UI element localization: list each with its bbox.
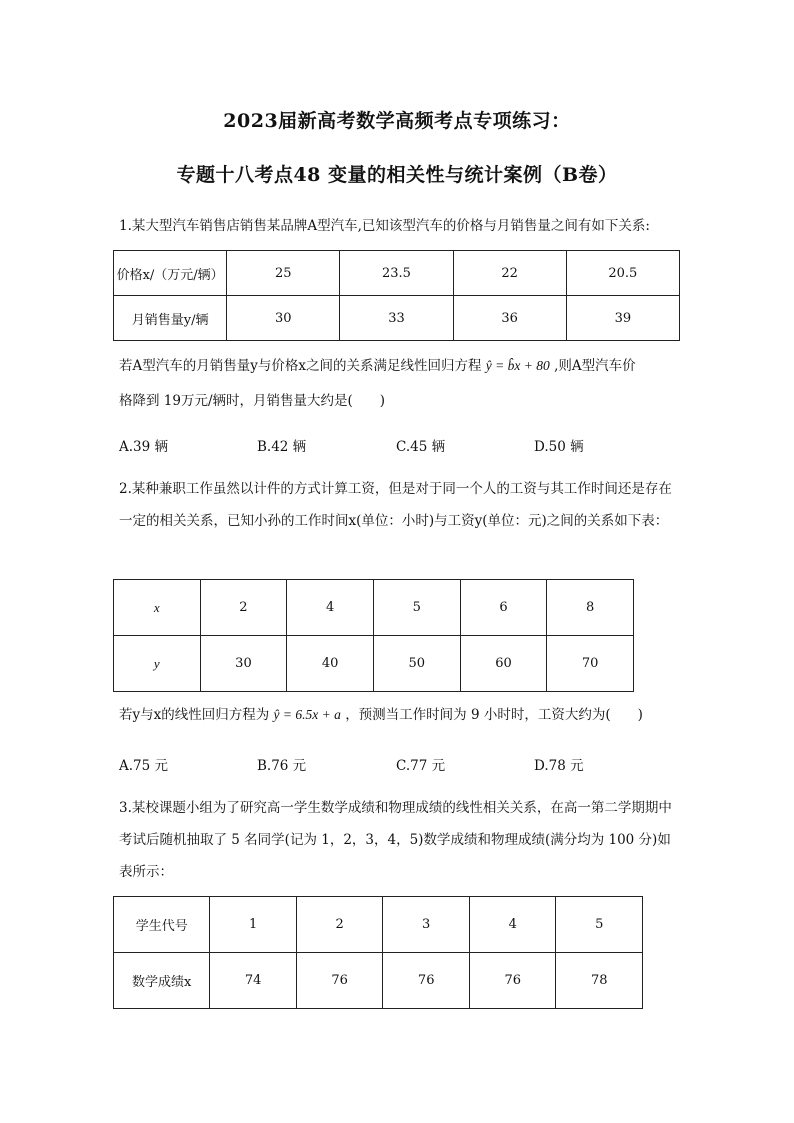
q2-table-row-x (114, 580, 634, 636)
q2-followup-text-end: ，预测当工作时间为 9 小时时，工资大约为( ) (345, 707, 643, 723)
doc-title-line2: 专题十八考点48 变量的相关性与统计案例（B卷） (176, 164, 618, 186)
q1-cell: 39 (566, 296, 679, 341)
q1-followup-text: 若A型汽车的月销售量y与价格x之间的关系满足线性回归方程 (119, 358, 482, 374)
q1-table (113, 250, 680, 341)
q1-cell: 36 (453, 296, 566, 341)
q3-cell: 2 (296, 897, 383, 953)
q1-cell: 月销售量y/辆 (114, 296, 227, 341)
q2-table-row-y (114, 636, 634, 692)
q1-option-d[interactable]: D.50 辆 (534, 439, 584, 455)
q1-cell: 25 (227, 251, 340, 296)
q1-followup-line2: 格降到 19万元/辆时，月销售量大约是( ) (119, 393, 386, 409)
q1-followup-line1 (119, 354, 636, 374)
q2-followup-text: 若y与x的线性回归方程为 (119, 707, 270, 723)
q3-stem: 3.某校课题小组为了研究高一学生数学成绩和物理成绩的线性相关关系，在高一第二学期期中考试后随机抽取了 5 名同学(记为 1，2，3，4，5)数学成绩和物理成绩(满分均为 100 分)如表所示： (119, 800, 672, 880)
q2-cell: 60 (460, 636, 547, 692)
q2-option-a[interactable]: A.75 元 (119, 758, 169, 774)
q3-cell: 5 (556, 897, 643, 953)
q2-table (113, 579, 634, 692)
q2-cell: 50 (373, 636, 460, 692)
q3-cell: 74 (210, 953, 297, 1009)
q1-stem: 1.某大型汽车销售店销售某品牌A型汽车,已知该型汽车的价格与月销售量之间有如下关系: (119, 218, 650, 234)
q2-cell: 8 (547, 580, 634, 636)
q2-cell: 70 (547, 636, 634, 692)
q3-cell: 76 (469, 953, 556, 1009)
q3-cell: 1 (210, 897, 297, 953)
q2-stem: 2.某种兼职工作虽然以计件的方式计算工资，但是对于同一个人的工资与其工作时间还是存在一定的相关关系，已知小孙的工作时间x(单位：小时)与工资y(单位：元)之间的关系如下表： (119, 481, 672, 529)
q2-cell: x (114, 580, 201, 636)
q1-cell: 价格x/（万元/辆） (114, 251, 227, 296)
q2-cell: 5 (373, 580, 460, 636)
q1-cell: 22 (453, 251, 566, 296)
q1-cell: 33 (340, 296, 453, 341)
q3-cell: 78 (556, 953, 643, 1009)
q3-table (113, 896, 643, 1009)
q3-table-row-id (114, 897, 643, 953)
q2-option-c[interactable]: C.77 元 (396, 758, 446, 774)
q3-cell: 学生代号 (114, 897, 210, 953)
q1-option-c[interactable]: C.45 辆 (396, 439, 446, 455)
q2-regression-formula: ŷ = 6.5x + a (273, 707, 341, 722)
q3-cell: 数学成绩x (114, 953, 210, 1009)
q1-option-a[interactable]: A.39 辆 (119, 439, 169, 455)
q3-cell: 76 (296, 953, 383, 1009)
q2-cell: 4 (287, 580, 374, 636)
q1-option-b[interactable]: B.42 辆 (257, 439, 307, 455)
q1-cell: 23.5 (340, 251, 453, 296)
q3-cell: 4 (469, 897, 556, 953)
q3-cell: 3 (383, 897, 470, 953)
q2-option-b[interactable]: B.76 元 (257, 758, 307, 774)
q2-cell: 6 (460, 580, 547, 636)
q1-cell: 30 (227, 296, 340, 341)
q2-cell: y (114, 636, 201, 692)
q3-cell: 76 (383, 953, 470, 1009)
q1-followup-text-end: ,则A型汽车价 (554, 358, 636, 374)
q1-cell: 20.5 (566, 251, 679, 296)
q2-cell: 30 (200, 636, 287, 692)
q2-cell: 2 (200, 580, 287, 636)
q2-cell: 40 (287, 636, 374, 692)
q1-table-row-sales (114, 296, 680, 341)
q1-regression-formula: ŷ = b̂x + 80 (485, 358, 550, 373)
doc-title-line1: 2023届新高考数学高频考点专项练习： (223, 110, 571, 132)
q2-option-d[interactable]: D.78 元 (534, 758, 584, 774)
q1-table-row-price (114, 251, 680, 296)
q2-followup-line (119, 703, 643, 723)
q3-table-row-math (114, 953, 643, 1009)
